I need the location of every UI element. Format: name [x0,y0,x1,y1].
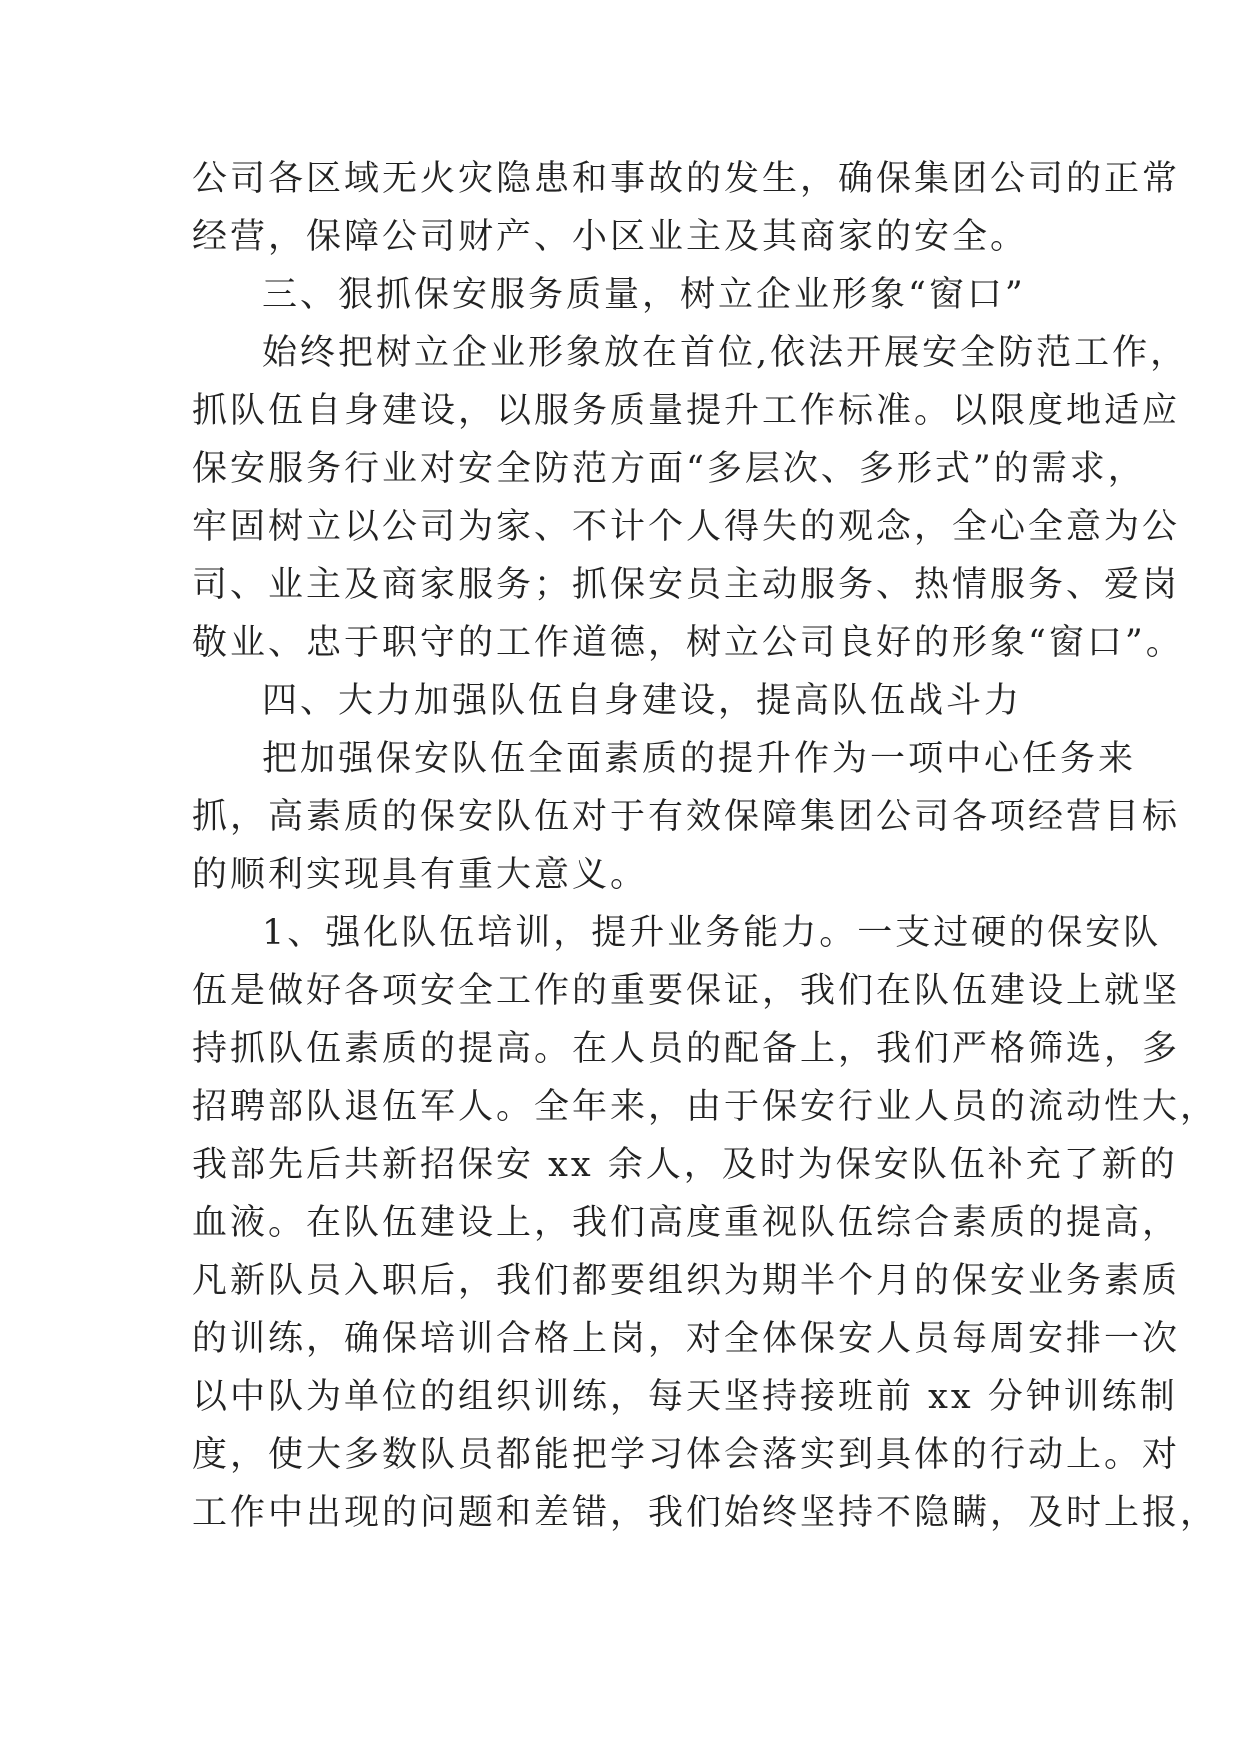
text-line: 保安服务行业对安全防范方面“多层次、多形式”的需求， [192,449,1146,489]
text-line: 度，使大多数队员都能把学习体会落实到具体的行动上。对 [192,1435,1181,1475]
text-line: 司、业主及商家服务；抓保安员主动服务、热情服务、爱岗 [192,565,1181,605]
text-line: 始终把树立企业形象放在首位,依法开展安全防范工作， [262,333,1189,373]
text-line: 的顺利实现具有重大意义。 [192,855,649,895]
text-line: 1、强化队伍培训，提升业务能力。一支过硬的保安队 [262,913,1162,953]
text-line: 的训练，确保培训合格上岗，对全体保安人员每周安排一次 [192,1319,1181,1359]
text-line: 以中队为单位的组织训练，每天坚持接班前 xx 分钟训练制 [192,1377,1178,1417]
text-line: 公司各区域无火灾隐患和事故的发生，确保集团公司的正常 [192,159,1181,199]
text-line: 我部先后共新招保安 xx 余人，及时为保安队伍补充了新的 [192,1145,1178,1185]
text-line: 把加强保安队伍全面素质的提升作为一项中心任务来 [262,739,1137,779]
text-line: 持抓队伍素质的提高。在人员的配备上，我们严格筛选，多 [192,1029,1181,1069]
text-line: 凡新队员入职后，我们都要组织为期半个月的保安业务素质 [192,1261,1181,1301]
text-line: 牢固树立以公司为家、不计个人得失的观念，全心全意为公 [192,507,1181,547]
text-line: 抓，高素质的保安队伍对于有效保障集团公司各项经营目标 [192,797,1181,837]
section-heading: 三、狠抓保安服务质量，树立企业形象“窗口” [262,275,1026,315]
text-line: 工作中出现的问题和差错，我们始终坚持不隐瞒，及时上报， [192,1493,1219,1533]
text-line: 招聘部队退伍军人。全年来，由于保安行业人员的流动性大， [192,1087,1219,1127]
text-line: 敬业、忠于职守的工作道德，树立公司良好的形象“窗口”。 [192,623,1184,663]
text-line: 抓队伍自身建设，以服务质量提升工作标准。以限度地适应 [192,391,1181,431]
text-line: 血液。在队伍建设上，我们高度重视队伍综合素质的提高， [192,1203,1181,1243]
document-body [192,150,1219,1542]
section-heading: 四、大力加强队伍自身建设，提高队伍战斗力 [262,681,1023,721]
text-line: 伍是做好各项安全工作的重要保证，我们在队伍建设上就坚 [192,971,1181,1011]
text-line: 经营，保障公司财产、小区业主及其商家的安全。 [192,217,1029,257]
